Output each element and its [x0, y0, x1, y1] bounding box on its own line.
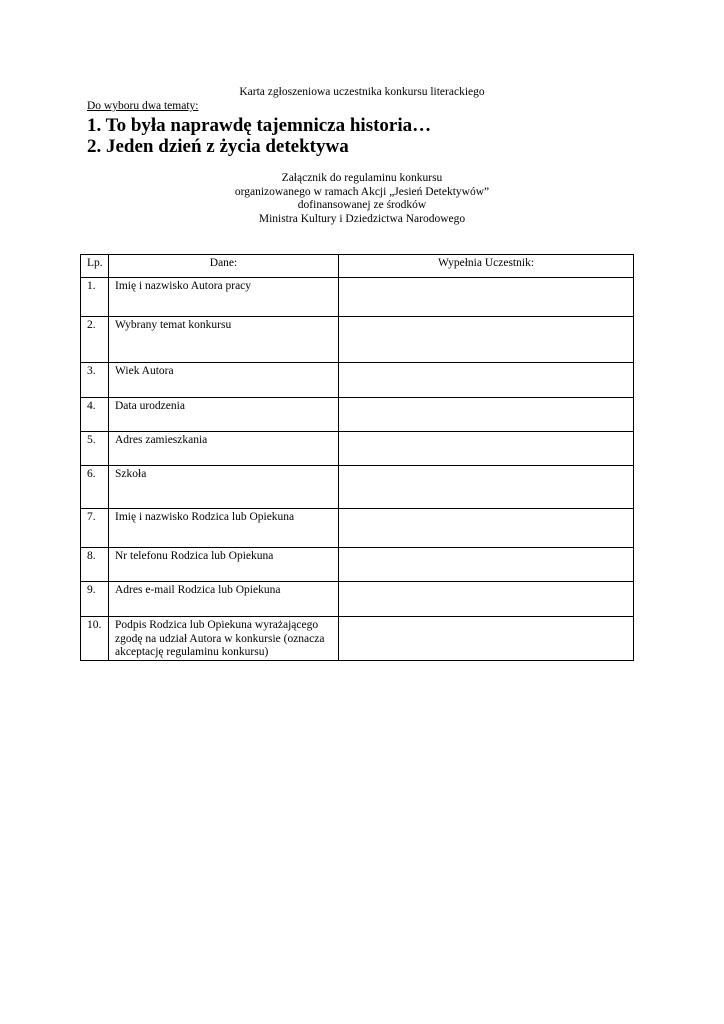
table-row: [81, 509, 634, 548]
row-label: Szkoła: [109, 466, 339, 509]
row-value-field[interactable]: [339, 317, 634, 363]
row-label: Nr telefonu Rodzica lub Opiekuna: [109, 548, 339, 582]
header-lp: Lp.: [81, 255, 109, 278]
header-dane: Dane:: [109, 255, 339, 278]
row-label: Imię i nazwisko Rodzica lub Opiekuna: [109, 509, 339, 548]
row-label: Podpis Rodzica lub Opiekuna wyrażającego zgodę na udział Autora w konkursie (oznacza akceptację regulaminu konkursu): [109, 617, 339, 661]
table-row: [81, 363, 634, 398]
table-row: [81, 582, 634, 617]
row-number: 7.: [81, 509, 109, 548]
row-value-field[interactable]: [339, 278, 634, 317]
topic-2: 2. Jeden dzień z życia detektywa: [87, 136, 349, 157]
document-title: Karta zgłoszeniowa uczestnika konkursu literackiego: [239, 86, 485, 98]
row-label: Wybrany temat konkursu: [109, 317, 339, 363]
annex-line: Załącznik do regulaminu konkursu: [281, 172, 443, 184]
row-value-field[interactable]: [339, 466, 634, 509]
table-row: [81, 398, 634, 432]
table-row: [81, 466, 634, 509]
table-row: [81, 317, 634, 363]
row-label: Data urodzenia: [109, 398, 339, 432]
row-value-field[interactable]: [339, 509, 634, 548]
topics-intro: Do wyboru dwa tematy:: [87, 100, 199, 112]
row-number: 9.: [81, 582, 109, 617]
row-value-field[interactable]: [339, 432, 634, 466]
row-value-field[interactable]: [339, 617, 634, 661]
annex-line: organizowanego w ramach Akcji „Jesień Detektywów”: [234, 185, 490, 198]
row-label: Adres zamieszkania: [109, 432, 339, 466]
row-number: 1.: [81, 278, 109, 317]
row-value-field[interactable]: [339, 363, 634, 398]
annex-note: [0, 172, 724, 227]
annex-line: Ministra Kultury i Dziedzictwa Narodowego: [258, 213, 466, 226]
table-row: [81, 278, 634, 317]
row-number: 4.: [81, 398, 109, 432]
table-row: [81, 617, 634, 661]
row-value-field[interactable]: [339, 582, 634, 617]
row-number: 5.: [81, 432, 109, 466]
row-number: 8.: [81, 548, 109, 582]
table-row: [81, 432, 634, 466]
row-label: Imię i nazwisko Autora pracy: [109, 278, 339, 317]
registration-table: [80, 254, 634, 661]
row-number: 2.: [81, 317, 109, 363]
row-label: Wiek Autora: [109, 363, 339, 398]
row-number: 10.: [81, 617, 109, 661]
row-label: Adres e-mail Rodzica lub Opiekuna: [109, 582, 339, 617]
topic-1: 1. To była naprawdę tajemnicza historia…: [87, 115, 432, 136]
table-header-row: [81, 255, 634, 278]
annex-line: dofinansowanej ze środków: [297, 199, 427, 212]
row-value-field[interactable]: [339, 398, 634, 432]
row-number: 6.: [81, 466, 109, 509]
row-value-field[interactable]: [339, 548, 634, 582]
table-row: [81, 548, 634, 582]
header-fill: Wypełnia Uczestnik:: [339, 255, 634, 278]
row-number: 3.: [81, 363, 109, 398]
